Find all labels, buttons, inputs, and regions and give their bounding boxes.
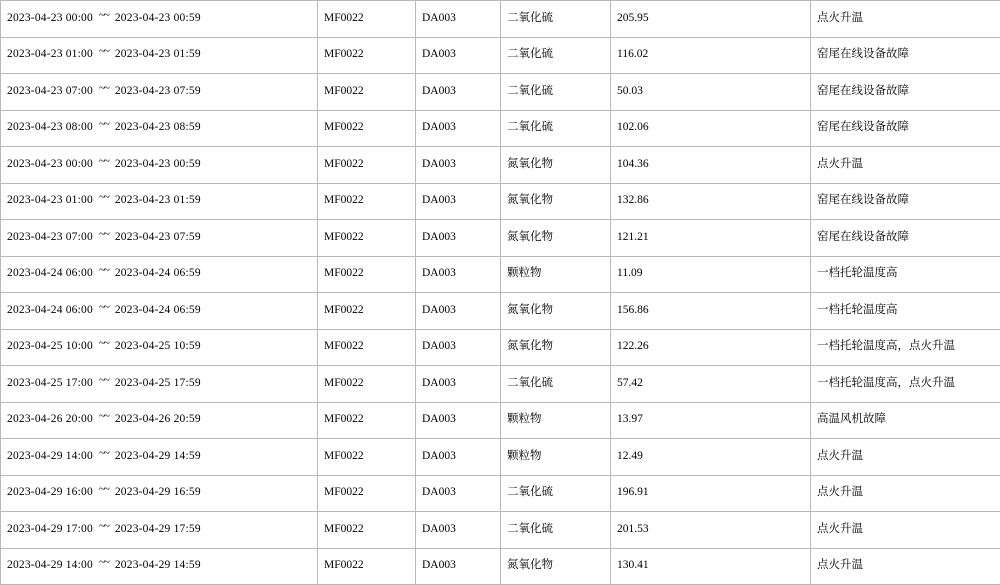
period-separator: ~~ [93,118,115,131]
cell-station: MF0022 [318,548,416,585]
cell-reason: 窑尾在线设备故障 [811,37,1000,74]
table-row [1,402,1000,439]
cell-device: DA003 [416,475,501,512]
period-separator: ~~ [93,447,115,460]
cell-period [1,293,318,330]
cell-value: 13.97 [611,402,811,439]
cell-station: MF0022 [318,329,416,366]
cell-device: DA003 [416,147,501,184]
cell-station: MF0022 [318,220,416,257]
cell-station: MF0022 [318,512,416,549]
cell-station: MF0022 [318,439,416,476]
cell-reason: 点火升温 [811,512,1000,549]
cell-station: MF0022 [318,366,416,403]
table-row [1,329,1000,366]
cell-station: MF0022 [318,110,416,147]
period-separator: ~~ [93,191,115,204]
cell-period [1,548,318,585]
cell-reason: 点火升温 [811,475,1000,512]
cell-station: MF0022 [318,74,416,111]
cell-value: 205.95 [611,1,811,38]
cell-reason: 点火升温 [811,548,1000,585]
period-end: 2023-04-29 16:59 [115,486,201,498]
table-row [1,110,1000,147]
period-start: 2023-04-26 20:00 [7,413,93,425]
cell-value: 121.21 [611,220,811,257]
cell-value: 130.41 [611,548,811,585]
cell-period [1,110,318,147]
period-start: 2023-04-25 10:00 [7,340,93,352]
cell-pollutant: 氮氧化物 [501,293,611,330]
period-start: 2023-04-24 06:00 [7,267,93,279]
cell-reason: 窑尾在线设备故障 [811,220,1000,257]
cell-pollutant: 氮氧化物 [501,548,611,585]
period-end: 2023-04-23 07:59 [115,85,201,97]
cell-device: DA003 [416,256,501,293]
cell-reason: 一档托轮温度高，点火升温 [811,329,1000,366]
cell-value: 11.09 [611,256,811,293]
cell-reason: 窑尾在线设备故障 [811,74,1000,111]
period-start: 2023-04-25 17:00 [7,377,93,389]
cell-device: DA003 [416,366,501,403]
cell-reason: 窑尾在线设备故障 [811,183,1000,220]
cell-pollutant: 二氧化硫 [501,110,611,147]
period-end: 2023-04-23 00:59 [115,158,201,170]
cell-station: MF0022 [318,402,416,439]
table-row [1,548,1000,585]
cell-station: MF0022 [318,183,416,220]
period-start: 2023-04-23 08:00 [7,121,93,133]
cell-station: MF0022 [318,256,416,293]
period-end: 2023-04-26 20:59 [115,413,201,425]
cell-pollutant: 颗粒物 [501,256,611,293]
cell-value: 132.86 [611,183,811,220]
table-row [1,147,1000,184]
cell-station: MF0022 [318,37,416,74]
table-row [1,37,1000,74]
cell-period [1,329,318,366]
table-row [1,512,1000,549]
cell-value: 201.53 [611,512,811,549]
period-end: 2023-04-23 01:59 [115,194,201,206]
period-start: 2023-04-23 01:00 [7,48,93,60]
cell-device: DA003 [416,220,501,257]
period-end: 2023-04-29 17:59 [115,523,201,535]
period-separator: ~~ [93,520,115,533]
table-row [1,293,1000,330]
cell-period [1,512,318,549]
cell-device: DA003 [416,329,501,366]
period-end: 2023-04-23 08:59 [115,121,201,133]
cell-value: 12.49 [611,439,811,476]
cell-reason: 一档托轮温度高，点火升温 [811,366,1000,403]
cell-pollutant: 氮氧化物 [501,183,611,220]
cell-pollutant: 颗粒物 [501,439,611,476]
cell-reason: 一档托轮温度高 [811,293,1000,330]
cell-reason: 点火升温 [811,439,1000,476]
cell-pollutant: 氮氧化物 [501,329,611,366]
cell-value: 196.91 [611,475,811,512]
period-start: 2023-04-29 17:00 [7,523,93,535]
period-separator: ~~ [93,374,115,387]
cell-device: DA003 [416,548,501,585]
cell-value: 116.02 [611,37,811,74]
table-row [1,366,1000,403]
table-body [1,1,1000,585]
period-end: 2023-04-25 17:59 [115,377,201,389]
period-separator: ~~ [93,337,115,350]
cell-reason: 高温风机故障 [811,402,1000,439]
period-start: 2023-04-24 06:00 [7,304,93,316]
cell-pollutant: 二氧化硫 [501,74,611,111]
period-end: 2023-04-29 14:59 [115,450,201,462]
period-end: 2023-04-23 07:59 [115,231,201,243]
cell-station: MF0022 [318,1,416,38]
table-row [1,74,1000,111]
cell-value: 102.06 [611,110,811,147]
period-separator: ~~ [93,483,115,496]
period-end: 2023-04-24 06:59 [115,267,201,279]
cell-period [1,220,318,257]
period-start: 2023-04-23 00:00 [7,12,93,24]
cell-period [1,256,318,293]
cell-device: DA003 [416,293,501,330]
cell-period [1,37,318,74]
cell-period [1,147,318,184]
cell-pollutant: 颗粒物 [501,402,611,439]
cell-reason: 点火升温 [811,147,1000,184]
period-start: 2023-04-23 00:00 [7,158,93,170]
period-start: 2023-04-23 01:00 [7,194,93,206]
cell-value: 122.26 [611,329,811,366]
cell-period [1,1,318,38]
period-start: 2023-04-23 07:00 [7,231,93,243]
cell-device: DA003 [416,37,501,74]
cell-pollutant: 二氧化硫 [501,1,611,38]
period-separator: ~~ [93,155,115,168]
cell-device: DA003 [416,183,501,220]
cell-device: DA003 [416,74,501,111]
period-separator: ~~ [93,556,115,569]
cell-period [1,439,318,476]
cell-value: 156.86 [611,293,811,330]
table-row [1,1,1000,38]
cell-reason: 窑尾在线设备故障 [811,110,1000,147]
period-separator: ~~ [93,301,115,314]
cell-pollutant: 二氧化硫 [501,366,611,403]
cell-pollutant: 氮氧化物 [501,147,611,184]
cell-device: DA003 [416,402,501,439]
cell-period [1,475,318,512]
period-separator: ~~ [93,264,115,277]
cell-station: MF0022 [318,147,416,184]
period-start: 2023-04-29 14:00 [7,559,93,571]
cell-device: DA003 [416,439,501,476]
period-start: 2023-04-23 07:00 [7,85,93,97]
table-row [1,220,1000,257]
cell-pollutant: 二氧化硫 [501,512,611,549]
table-row [1,475,1000,512]
period-separator: ~~ [93,82,115,95]
period-start: 2023-04-29 14:00 [7,450,93,462]
cell-device: DA003 [416,110,501,147]
cell-value: 57.42 [611,366,811,403]
period-separator: ~~ [93,45,115,58]
period-end: 2023-04-25 10:59 [115,340,201,352]
cell-period [1,74,318,111]
cell-period [1,183,318,220]
cell-pollutant: 氮氧化物 [501,220,611,257]
cell-period [1,402,318,439]
period-separator: ~~ [93,410,115,423]
table-row [1,439,1000,476]
period-start: 2023-04-29 16:00 [7,486,93,498]
period-end: 2023-04-23 00:59 [115,12,201,24]
period-end: 2023-04-23 01:59 [115,48,201,60]
table-row [1,256,1000,293]
cell-reason: 一档托轮温度高 [811,256,1000,293]
cell-device: DA003 [416,512,501,549]
cell-station: MF0022 [318,475,416,512]
period-separator: ~~ [93,228,115,241]
period-end: 2023-04-29 14:59 [115,559,201,571]
table-row [1,183,1000,220]
cell-period [1,366,318,403]
cell-reason: 点火升温 [811,1,1000,38]
cell-value: 50.03 [611,74,811,111]
cell-station: MF0022 [318,293,416,330]
cell-pollutant: 二氧化硫 [501,37,611,74]
cell-pollutant: 二氧化硫 [501,475,611,512]
cell-device: DA003 [416,1,501,38]
cell-value: 104.36 [611,147,811,184]
period-end: 2023-04-24 06:59 [115,304,201,316]
period-separator: ~~ [93,9,115,22]
